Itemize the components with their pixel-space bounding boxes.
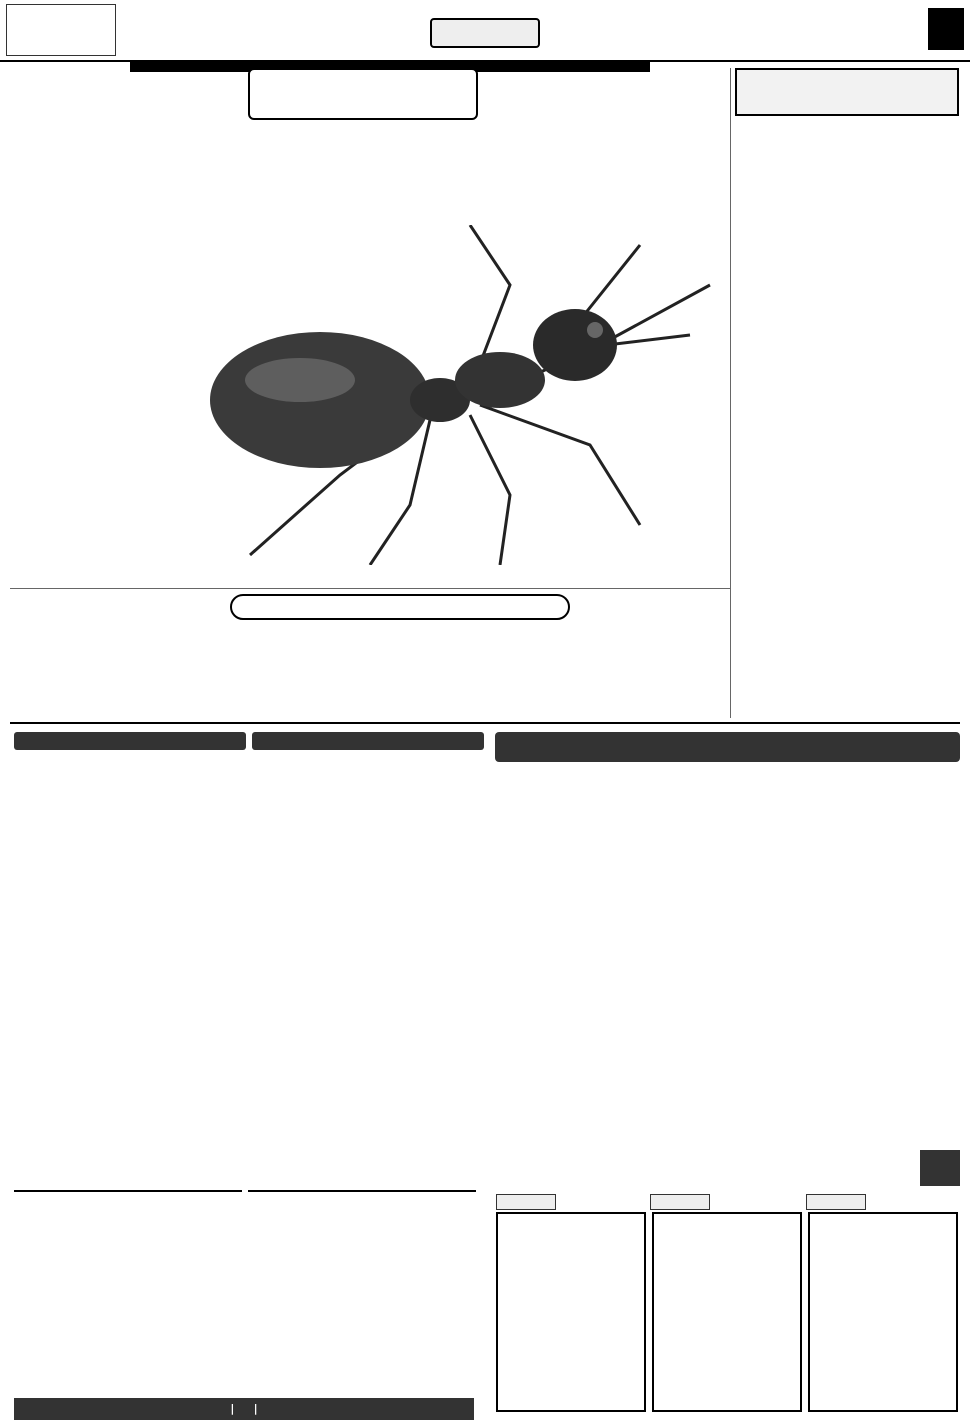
solved-grid-special xyxy=(248,1190,476,1192)
page-header xyxy=(0,0,970,62)
sudoku-level-easy xyxy=(496,1194,556,1210)
sudoku-medium[interactable] xyxy=(652,1212,802,1412)
page-divider xyxy=(10,722,960,724)
crossword-grid[interactable] xyxy=(508,832,904,1120)
page-number xyxy=(928,8,964,50)
newspaper-logo xyxy=(6,4,116,56)
ants-left-col xyxy=(10,72,124,392)
inventions-article xyxy=(735,122,959,712)
mobile-stroke-article xyxy=(10,624,730,716)
sudoku-easy[interactable] xyxy=(496,1212,646,1412)
sudoku-title xyxy=(495,1132,960,1148)
column-rule xyxy=(730,68,731,718)
ants-left-col2 xyxy=(10,440,124,580)
sudoku-level-medium xyxy=(650,1194,710,1210)
clues-normal-header xyxy=(252,732,484,750)
ants-sub1 xyxy=(486,72,604,242)
sudoku-number-badge xyxy=(920,1150,960,1186)
solution-footer: | | xyxy=(14,1398,474,1420)
section-rule xyxy=(10,588,730,589)
inventions-headline xyxy=(735,68,959,116)
crossword-title xyxy=(495,732,960,762)
clues-special xyxy=(14,754,246,1184)
mobile-stroke-headline xyxy=(230,594,570,620)
ants-headline xyxy=(248,68,478,120)
sudoku-hard[interactable] xyxy=(808,1212,958,1412)
ant-illustration xyxy=(170,225,730,565)
clues-normal xyxy=(252,754,484,1194)
sudoku-level-hard xyxy=(806,1194,866,1210)
section-title xyxy=(430,18,540,48)
clues-special-header xyxy=(14,732,246,750)
solved-grid-normal xyxy=(14,1190,242,1192)
